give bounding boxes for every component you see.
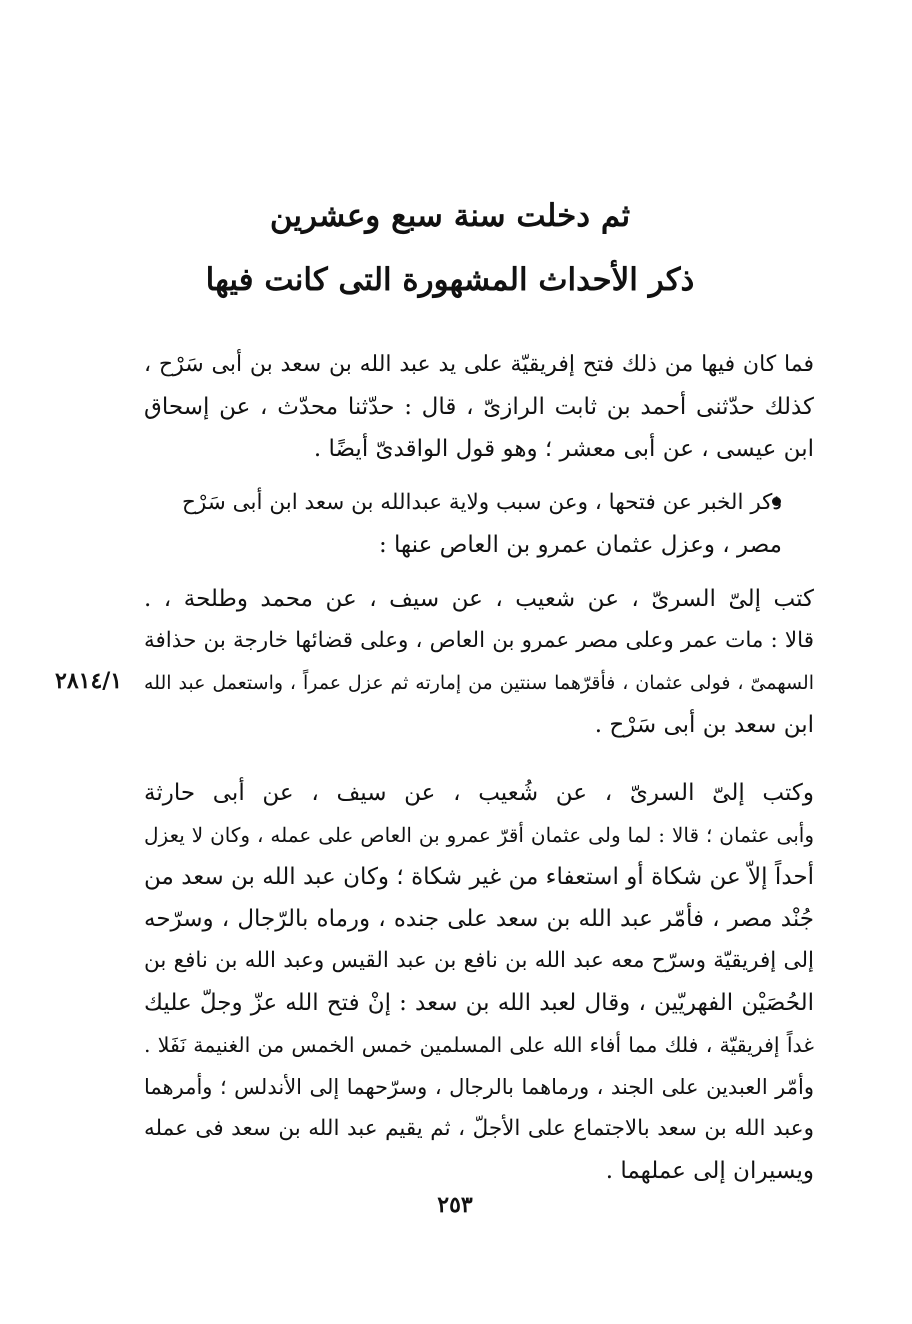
text-line: ابن سعد بن أبى سَرْح . [594,712,814,738]
paragraph-narration-2 [144,772,814,1192]
text-line: ويسيران إلى عملهما . [605,1158,814,1184]
text-line: غداً إفريقيّة ، فلك مما أفاء الله على المسلمين خمس الخمس من الغنيمة نَفَلا . [144,1033,814,1057]
text-line: أحداً إلاّ عن شكاة أو استعفاء من غير شكاة ؛ وكان عبد الله بن سعد من [144,864,814,890]
text-line: وعبد الله بن سعد بالاجتماع على الأجلّ ، ثم يقيم عبد الله بن سعد فى عمله [144,1116,814,1141]
text-line: مصر ، وعزل عثمان عمرو بن العاص عنها : [378,532,782,558]
text-line: فما كان فيها من ذلك فتح إفريقيّة على يد عبد الله بن سعد بن أبى سَرْح ، [144,352,814,377]
chapter-title: ثم دخلت سنة سبع وعشرين [269,198,631,234]
text-line: وأبى عثمان ؛ قالا : لما ولى عثمان أقرّ عمرو بن العاص على عمله ، وكان لا يعزل [144,823,814,847]
text-line: كتب إلىّ السرىّ ، عن شعيب ، عن سيف ، عن محمد وطلحة ، . [144,586,814,612]
paragraph-intro [144,344,814,470]
text-line: السهمىّ ، فولى عثمان ، فأقرّهما سنتين من إمارته ثم عزل عمراً ، واستعمل عبد الله [144,672,814,694]
paragraph-narration-1 [144,578,814,746]
text-line: الحُصَيْن الفهريّين ، وقال لعبد الله بن سعد : إنْ فتح الله عزّ وجلّ عليك [144,990,814,1016]
section-heading [182,482,782,566]
text-line: جُنْد مصر ، فأمّر عبد الله بن سعد على جنده ، ورماه بالرّجال ، وسرّحه [144,906,814,932]
text-line: وكتب إلىّ السرىّ ، عن شُعيب ، عن سيف ، عن أبى حارثة [144,780,814,806]
page-number: ٢٥٣ [437,1192,473,1218]
margin-reference: ٢٨١٤/١ [55,668,123,694]
text-line: قالا : مات عمر وعلى مصر عمرو بن العاص ، وعلى قضائها خارجة بن حذافة [144,628,814,653]
text-line: إلى إفريقيّة وسرّح معه عبد الله بن نافع بن عبد القيس وعبد الله بن نافع بن [144,948,814,973]
text-line: ابن عيسى ، عن أبى معشر ؛ وهو قول الواقدىّ أيضًا . [313,436,814,462]
text-line: وأمّر العبدين على الجند ، ورماهما بالرجال ، وسرّحهما إلى الأندلس ؛ وأمرهما [144,1075,814,1099]
chapter-subtitle: ذكر الأحداث المشهورة التى كانت فيها [205,262,695,298]
text-line: كذلك حدّثنى أحمد بن ثابت الرازىّ ، قال : حدّثنا محدّث ، عن إسحاق [144,394,814,420]
text-line: ذكر الخبر عن فتحها ، وعن سبب ولاية عبدالله بن سعد ابن أبى سَرْح [182,490,782,515]
